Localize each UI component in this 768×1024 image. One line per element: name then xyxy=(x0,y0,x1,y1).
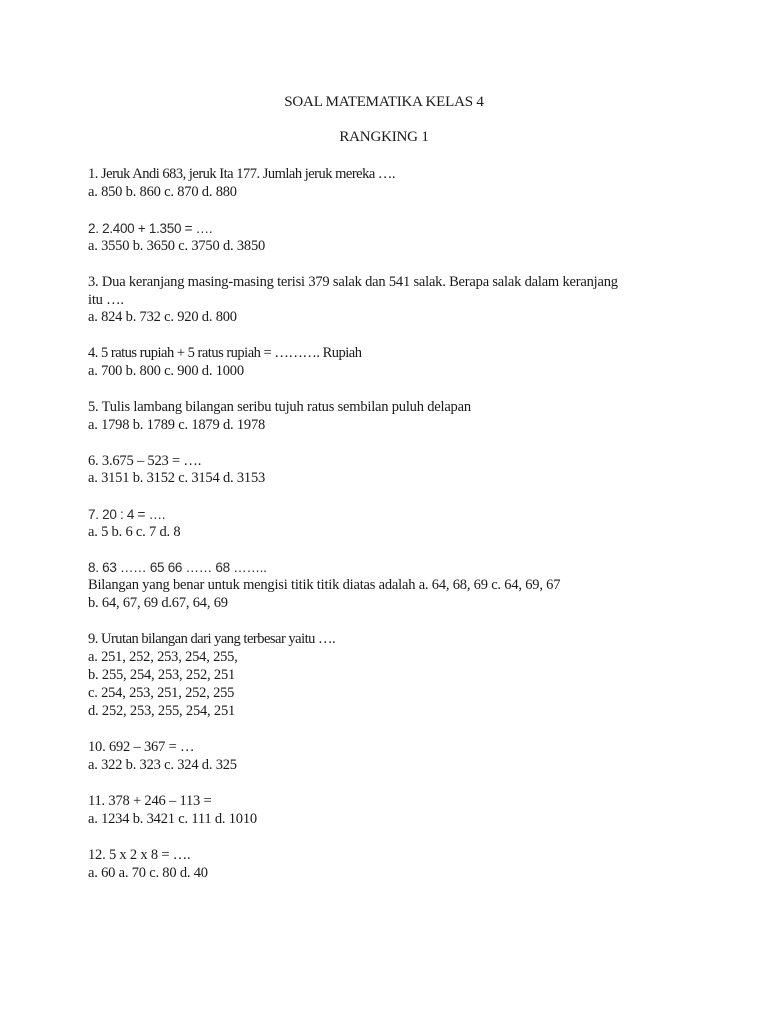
answer-options: a. 3151 b. 3152 c. 3154 d. 3153 xyxy=(88,470,266,486)
document-subtitle: RANGKING 1 xyxy=(339,129,429,145)
answer-options: a. 5 b. 6 c. 7 d. 8 xyxy=(88,524,181,540)
answer-options: a. 3550 b. 3650 c. 3750 d. 3850 xyxy=(88,238,266,254)
question-text: 5. Tulis lambang bilangan seribu tujuh ratus sembilan puluh delapan xyxy=(88,399,471,415)
answer-options: a. 322 b. 323 c. 324 d. 325 xyxy=(88,757,237,773)
question-text: 4. 5 ratus rupiah + 5 ratus rupiah = ………. Rupiah xyxy=(88,345,362,361)
question-text-continued: itu …. xyxy=(88,292,124,308)
question-text: 9. Urutan bilangan dari yang terbesar yaitu …. xyxy=(88,631,336,647)
question-text: 2. 2.400 + 1.350 = …. xyxy=(88,221,213,236)
answer-option-c: c. 254, 253, 251, 252, 255 xyxy=(88,685,235,701)
question-text: 8. 63 …… 65 66 …… 68 …….. xyxy=(88,560,267,575)
question-text: 12. 5 x 2 x 8 = …. xyxy=(88,847,191,863)
question-text: 10. 692 – 367 = … xyxy=(88,739,195,755)
answer-options: a. 850 b. 860 c. 870 d. 880 xyxy=(88,184,237,200)
question-text: 1. Jeruk Andi 683, jeruk Ita 177. Jumlah jeruk mereka …. xyxy=(88,166,396,182)
answer-options: a. 700 b. 800 c. 900 d. 1000 xyxy=(88,363,244,379)
answer-options: a. 60 a. 70 c. 80 d. 40 xyxy=(88,865,208,881)
question-text: 3. Dua keranjang masing-masing terisi 379 salak dan 541 salak. Berapa salak dalam keranjang xyxy=(88,274,618,290)
question-text: 11. 378 + 246 – 113 = xyxy=(88,793,212,809)
answer-options: a. 1798 b. 1789 c. 1879 d. 1978 xyxy=(88,417,266,433)
answer-option-b: b. 255, 254, 253, 252, 251 xyxy=(88,667,236,683)
answer-options: b. 64, 67, 69 d.67, 64, 69 xyxy=(88,595,228,611)
answer-option-d: d. 252, 253, 255, 254, 251 xyxy=(88,703,236,719)
answer-option-a: a. 251, 252, 253, 254, 255, xyxy=(88,649,238,665)
document-title: SOAL MATEMATIKA KELAS 4 xyxy=(284,94,484,110)
answer-options: a. 1234 b. 3421 c. 111 d. 1010 xyxy=(88,811,257,827)
answer-options: a. 824 b. 732 c. 920 d. 800 xyxy=(88,309,237,325)
question-text: 6. 3.675 – 523 = …. xyxy=(88,453,202,469)
question-text-continued: Bilangan yang benar untuk mengisi titik titik diatas adalah a. 64, 68, 69 c. 64, 69, 67 xyxy=(88,577,561,593)
question-text: 7. 20 : 4 = …. xyxy=(88,507,166,522)
